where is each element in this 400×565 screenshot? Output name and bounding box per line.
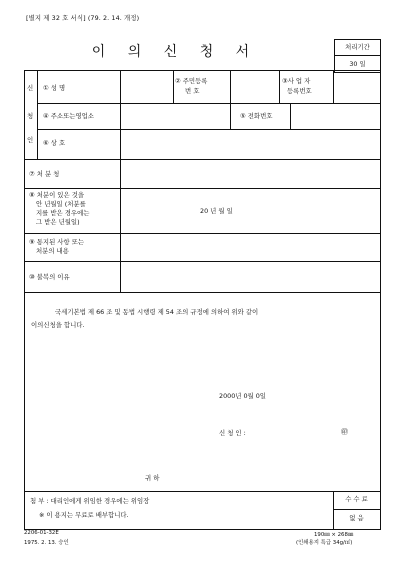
name-label: ① 성 명 — [43, 84, 66, 92]
disposition-date-value: 20 년 월 일 — [200, 207, 233, 215]
notified-matter-label-2: 처분의 내용 — [36, 247, 69, 255]
application-form-table — [24, 70, 381, 530]
form-number-header: [별지 제 32 호 서식] (79. 2. 14. 개정) — [26, 14, 140, 22]
trade-name-label: ⑥ 상 호 — [43, 139, 66, 147]
declaration-text-line1: 국세기본법 제 66 조 및 동법 시행령 제 54 조의 규정에 의하여 위와 같이 — [55, 308, 259, 316]
disposition-date-label-2: 안 년월일 (처분를 — [36, 200, 86, 208]
paper-spec: (인쇄용지 특급 34g/㎡) — [296, 540, 353, 546]
address-label: ④ 주소또는영업소 — [43, 112, 94, 120]
processing-period-value: 30 일 — [349, 60, 366, 68]
objection-reason-label: ⑩ 불복의 이유 — [29, 273, 70, 281]
paper-size: 190㎜ × 268㎜ — [314, 532, 354, 538]
rrn-label-line1: ② 주민등록 — [175, 77, 208, 85]
seal-mark: ㊞ — [341, 428, 348, 436]
application-date: 2000년 0월 0일 — [219, 392, 266, 400]
form-code: 2206-01-32E — [24, 530, 59, 536]
bizno-label-line2: 등록번호 — [287, 87, 312, 95]
rrn-label-line2: 번 호 — [185, 87, 200, 95]
declaration-text-line2: 이의신청을 합니다. — [31, 321, 85, 329]
fee-value: 없 음 — [349, 514, 364, 522]
disposition-office-label: ⑦ 처 분 청 — [29, 170, 60, 178]
phone-label: ⑤ 전화번호 — [240, 112, 273, 120]
applicant-side-label-2: 청 — [27, 112, 34, 120]
processing-period-box — [334, 39, 381, 73]
applicant-side-label-3: 인 — [27, 136, 34, 144]
approval-date: 1975. 2. 13. 승인 — [24, 540, 69, 546]
disposition-date-label-4: 그 받은 년월일) — [36, 218, 80, 226]
addressee: 귀 하 — [145, 474, 160, 482]
fee-label: 수 수 료 — [345, 495, 368, 503]
disposition-date-label-1: ⑧ 처분이 있은 것을 — [29, 191, 85, 199]
bizno-label-line1: ③사 업 자 — [282, 77, 311, 85]
processing-period-label: 처리기간 — [345, 43, 370, 51]
disposition-date-label-3: 지를 받은 경우에는 — [36, 209, 90, 217]
notified-matter-label-1: ⑨ 통지된 사항 또는 — [29, 238, 85, 246]
attachment-note: 첨 부 : 대리인에게 위임한 경우에는 위임장 — [30, 497, 150, 505]
applicant-signature-label: 신 청 인 : — [219, 429, 246, 437]
form-title: 이 의 신 청 서 — [91, 44, 259, 60]
applicant-side-label-1: 신 — [27, 84, 34, 92]
free-distribution-note: ※ 이 용지는 무료로 배부합니다. — [39, 511, 129, 519]
